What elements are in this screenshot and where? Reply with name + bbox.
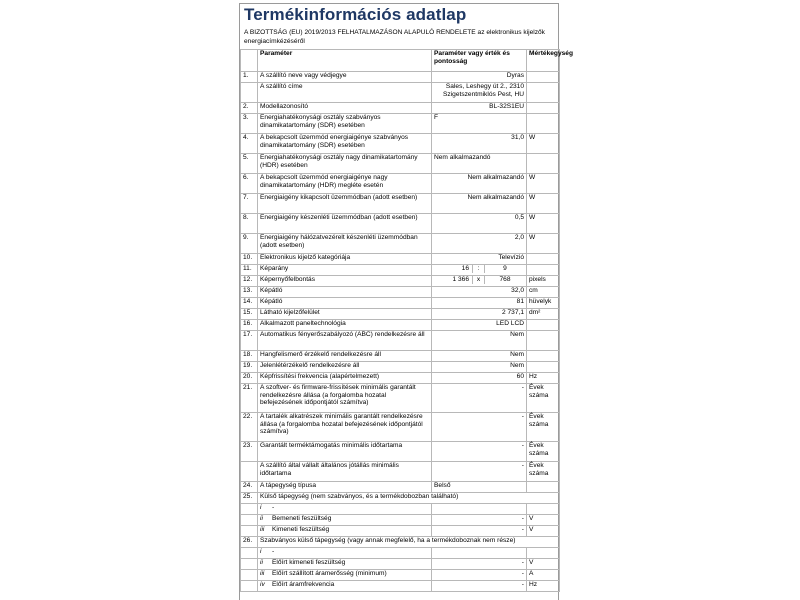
row-parameter: A tápegység típusa (258, 482, 432, 493)
row-unit (527, 320, 560, 331)
row-value: Sales, Leshegy út 2., 2310 Szigetszentmiklós Pest, HU (432, 83, 527, 103)
roman-numeral: iii (260, 570, 265, 577)
row-parameter: Energiaigény készenléti üzemmódban (adott esetben) (258, 214, 432, 234)
table-row (241, 287, 560, 298)
table-row (241, 493, 560, 504)
row-number: 6. (241, 174, 258, 194)
value-part-b: 9 (503, 265, 507, 272)
row-unit: pixels (527, 276, 560, 287)
row-unit: Évek száma (527, 384, 560, 413)
row-unit: Évek száma (527, 413, 560, 442)
row-value: Televízió (432, 254, 527, 265)
row-unit: W (527, 214, 560, 234)
table-row (241, 362, 560, 373)
row-number (241, 462, 258, 482)
row-number-blank (241, 504, 258, 515)
row-number: 25. (241, 493, 258, 504)
row-number-blank (241, 548, 258, 559)
row-number: 26. (241, 537, 258, 548)
row-number: 11. (241, 265, 258, 276)
row-unit: W (527, 234, 560, 254)
row-number: 2. (241, 103, 258, 114)
table-row (241, 72, 560, 83)
table-row (241, 254, 560, 265)
row-value: 81 (432, 298, 527, 309)
table-row (241, 504, 560, 515)
row-value (432, 548, 527, 559)
row-value: - (432, 384, 527, 413)
value-part-a: 16 (432, 265, 473, 273)
row-parameter (258, 504, 432, 515)
row-unit (527, 504, 560, 515)
row-number: 16. (241, 320, 258, 331)
row-value: - (432, 526, 527, 537)
row-unit (527, 482, 560, 493)
row-unit (527, 548, 560, 559)
table-row (241, 570, 560, 581)
row-unit: V (527, 559, 560, 570)
sub-parameter-label: Előírt kimeneti feszültség (272, 559, 346, 566)
row-value: Belső (432, 482, 527, 493)
table-row (241, 384, 560, 413)
value-part-b: 768 (499, 276, 511, 283)
table-row (241, 515, 560, 526)
table-row (241, 265, 560, 276)
row-parameter: A szállító neve vagy védjegye (258, 72, 432, 83)
row-number: 9. (241, 234, 258, 254)
header-unit: Mértékegység (527, 50, 560, 72)
row-value: - (432, 442, 527, 462)
row-value: 2 737,1 (432, 309, 527, 320)
table-header-row (241, 50, 560, 72)
row-parameter: Jelenlétérzékelő rendelkezésre áll (258, 362, 432, 373)
roman-numeral: iii (260, 526, 265, 533)
row-unit: hüvelyk (527, 298, 560, 309)
row-number-blank (241, 526, 258, 537)
row-value: 0,5 (432, 214, 527, 234)
row-parameter: Külső tápegység (nem szabványos, és a termékdobozban található) (258, 493, 560, 504)
row-number: 17. (241, 331, 258, 351)
row-value: - (432, 570, 527, 581)
roman-numeral: ii (260, 515, 263, 522)
table-row (241, 214, 560, 234)
row-value: - (432, 581, 527, 592)
row-parameter: A tartalék alkatrészek minimális garantált rendelkezésre állása (a forgalomba hozatal befejezésének időpontjától számítva) (258, 413, 432, 442)
row-unit (527, 254, 560, 265)
row-parameter (258, 548, 432, 559)
row-unit: Hz (527, 373, 560, 384)
row-unit: cm (527, 287, 560, 298)
row-parameter: A bekapcsolt üzemmód energiaigénye szabványos dinamikatartomány (SDR) esetében (258, 134, 432, 154)
row-number: 19. (241, 362, 258, 373)
row-number: 15. (241, 309, 258, 320)
row-value (432, 504, 527, 515)
row-unit (527, 362, 560, 373)
table-row (241, 537, 560, 548)
header-parameter: Paraméter (258, 50, 432, 72)
row-parameter: Látható kijelzőfelület (258, 309, 432, 320)
row-value: - (432, 462, 527, 482)
row-value: 31,0 (432, 134, 527, 154)
row-value: - (432, 559, 527, 570)
table-row (241, 351, 560, 362)
row-unit (527, 265, 560, 276)
row-number: 10. (241, 254, 258, 265)
row-parameter (258, 515, 432, 526)
row-parameter (258, 581, 432, 592)
sub-parameter-label: - (272, 504, 275, 511)
page-title: Termékinformációs adatlap (244, 5, 467, 24)
row-number-blank (241, 515, 258, 526)
sub-parameter-label: Előírt szállított áramerősség (minimum) (272, 570, 387, 577)
row-value: Nem (432, 362, 527, 373)
row-unit: A (527, 570, 560, 581)
row-number: 22. (241, 413, 258, 442)
header-value: Paraméter vagy érték és pontosság (432, 50, 527, 72)
row-value: Nem (432, 331, 527, 351)
row-parameter: Elektronikus kijelző kategóriája (258, 254, 432, 265)
table-row (241, 134, 560, 154)
table-row (241, 462, 560, 482)
row-parameter: A szoftver- és firmware-frissítések minimális garantált rendelkezésre állása (a forgalomba hozatal befejezésének időpontjától számítva) (258, 384, 432, 413)
sub-parameter-label: - (272, 548, 275, 555)
table-row (241, 559, 560, 570)
row-parameter: Automatikus fényerőszabályozó (ABC) rendelkezésre áll (258, 331, 432, 351)
row-unit: Hz (527, 581, 560, 592)
row-parameter: Energiahatékonysági osztály szabványos dinamikatartomány (SDR) esetében (258, 114, 432, 134)
row-value-split (432, 276, 527, 287)
row-parameter: A szállító által vállalt általános jótállás minimális időtartama (258, 462, 432, 482)
roman-numeral: ii (260, 559, 263, 566)
row-unit: Évek száma (527, 442, 560, 462)
row-unit: W (527, 174, 560, 194)
row-number: 14. (241, 298, 258, 309)
row-parameter: A szállító címe (258, 83, 432, 103)
row-value: LED LCD (432, 320, 527, 331)
roman-numeral: i (260, 504, 262, 511)
row-parameter (258, 559, 432, 570)
value-separator: : (473, 265, 485, 273)
roman-numeral: iv (260, 581, 265, 588)
row-unit: W (527, 134, 560, 154)
table-row (241, 526, 560, 537)
row-parameter: Hangfelismerő érzékelő rendelkezésre áll (258, 351, 432, 362)
row-parameter (258, 526, 432, 537)
table-row (241, 442, 560, 462)
row-number: 18. (241, 351, 258, 362)
value-part-a: 1 366 (432, 276, 473, 284)
row-parameter: Képarány (258, 265, 432, 276)
row-number: 5. (241, 154, 258, 174)
row-number: 4. (241, 134, 258, 154)
row-unit (527, 154, 560, 174)
row-value: BL-32S1EU (432, 103, 527, 114)
row-number: 21. (241, 384, 258, 413)
row-parameter: Energiaigény kikapcsolt üzemmódban (adott esetben) (258, 194, 432, 214)
row-parameter: Képátló (258, 298, 432, 309)
row-value: - (432, 515, 527, 526)
row-parameter: Szabványos külső tápegység (vagy annak megfelelő, ha a termékdoboznak nem része) (258, 537, 560, 548)
row-number: 23. (241, 442, 258, 462)
table-row (241, 309, 560, 320)
row-parameter: Képernyőfelbontás (258, 276, 432, 287)
table-row (241, 83, 560, 103)
row-number: 12. (241, 276, 258, 287)
row-unit (527, 83, 560, 103)
table-row (241, 320, 560, 331)
row-unit: dm² (527, 309, 560, 320)
header-number-cell (241, 50, 258, 72)
row-value: Nem alkalmazandó (432, 194, 527, 214)
roman-numeral: i (260, 548, 262, 555)
row-value: Nem alkalmazandó (432, 154, 527, 174)
row-unit (527, 351, 560, 362)
sub-parameter-label: Kimeneti feszültség (272, 526, 330, 533)
table-row (241, 548, 560, 559)
table-row (241, 154, 560, 174)
table-row (241, 331, 560, 351)
table-row (241, 482, 560, 493)
row-value-split (432, 265, 527, 276)
row-number: 13. (241, 287, 258, 298)
row-value: Nem (432, 351, 527, 362)
product-information-sheet (239, 3, 573, 600)
row-value: 2,0 (432, 234, 527, 254)
row-parameter: Képfrissítési frekvencia (alapértelmezett) (258, 373, 432, 384)
row-number: 1. (241, 72, 258, 83)
regulation-subtitle: A BIZOTTSÁG (EU) 2019/2013 FELHATALMAZÁSON ALAPULÓ RENDELETE az elektronikus kijelzők energiacímkézéséről (244, 29, 545, 45)
row-number (241, 83, 258, 103)
row-unit: V (527, 526, 560, 537)
row-value: Dyras (432, 72, 527, 83)
split-value (432, 276, 526, 284)
table-row (241, 194, 560, 214)
row-number-blank (241, 570, 258, 581)
row-unit (527, 103, 560, 114)
row-number: 20. (241, 373, 258, 384)
table-row (241, 581, 560, 592)
row-unit (527, 72, 560, 83)
table-row (241, 413, 560, 442)
row-value: F (432, 114, 527, 134)
row-unit: Évek száma (527, 462, 560, 482)
table-row (241, 373, 560, 384)
row-unit: V (527, 515, 560, 526)
row-unit: W (527, 194, 560, 214)
row-unit (527, 114, 560, 134)
row-parameter: Garantált terméktámogatás minimális időtartama (258, 442, 432, 462)
table-row (241, 276, 560, 287)
row-value: 32,0 (432, 287, 527, 298)
row-value: 60 (432, 373, 527, 384)
row-parameter: Képátló (258, 287, 432, 298)
table-row (241, 114, 560, 134)
row-value: Nem alkalmazandó (432, 174, 527, 194)
row-parameter: Alkalmazott paneltechnológia (258, 320, 432, 331)
table-row (241, 103, 560, 114)
sub-parameter-label: Bemeneti feszültség (272, 515, 332, 522)
table-row (241, 234, 560, 254)
parameter-table (240, 49, 573, 592)
row-number: 24. (241, 482, 258, 493)
row-number: 7. (241, 194, 258, 214)
row-parameter: Modellazonosító (258, 103, 432, 114)
row-unit (527, 331, 560, 351)
row-number-blank (241, 559, 258, 570)
row-number: 8. (241, 214, 258, 234)
row-parameter: Energiaigény hálózatvezérelt készenléti üzemmódban (adott esetben) (258, 234, 432, 254)
sub-parameter-label: Előírt áramfrekvencia (272, 581, 335, 588)
row-number-blank (241, 581, 258, 592)
row-value: - (432, 413, 527, 442)
value-separator: x (473, 276, 485, 284)
table-row (241, 298, 560, 309)
row-number: 3. (241, 114, 258, 134)
table-row (241, 174, 560, 194)
row-parameter: Energiahatékonysági osztály nagy dinamikatartomány (HDR) esetében (258, 154, 432, 174)
split-value (432, 265, 526, 273)
row-parameter (258, 570, 432, 581)
row-parameter: A bekapcsolt üzemmód energiaigénye nagy dinamikatartomány (HDR) megléte esetén (258, 174, 432, 194)
